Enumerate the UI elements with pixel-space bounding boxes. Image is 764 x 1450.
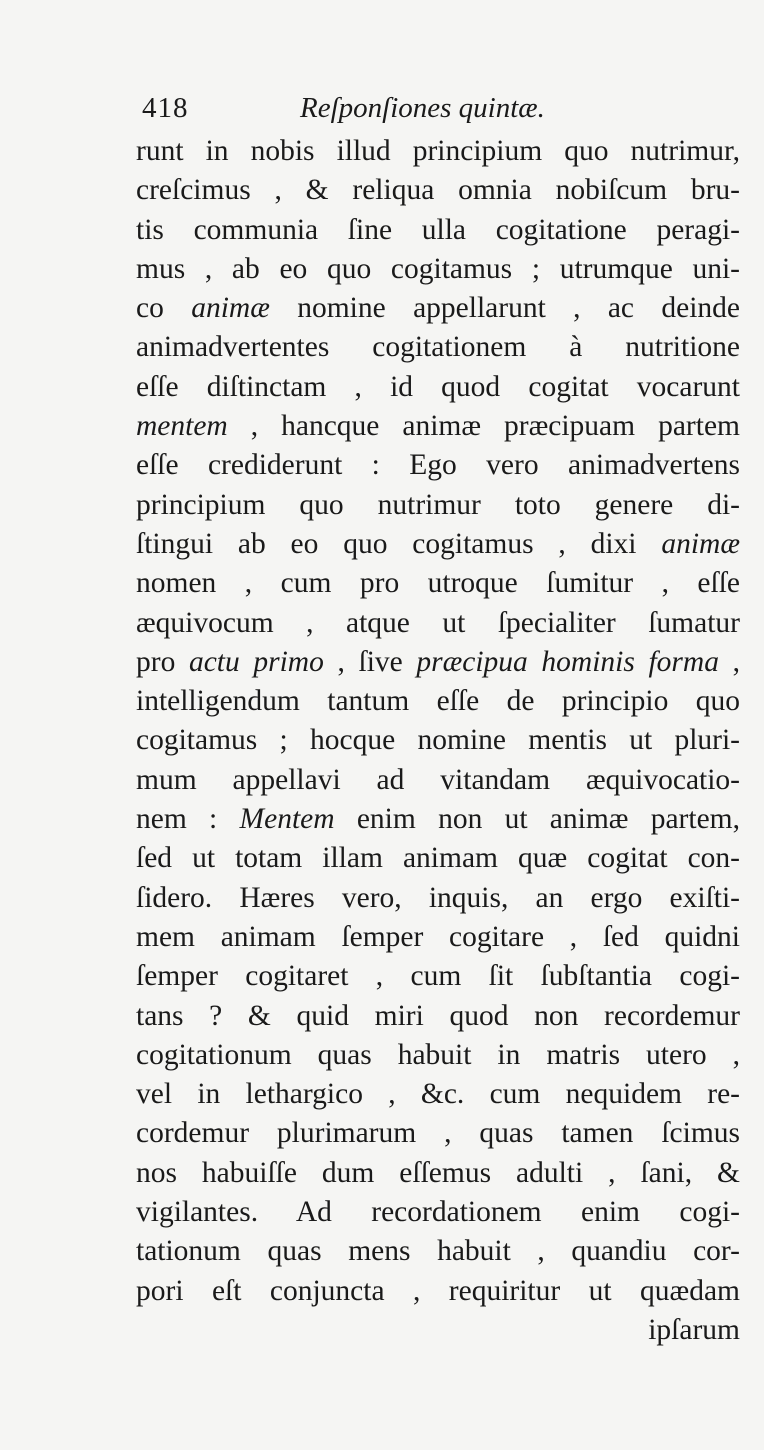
text-segment: nomen , cum pro utroque ſumitur , eſſe [136,567,740,600]
text-line [136,1272,740,1311]
text-segment: ſtingui ab eo quo cogitamus , dixi [136,527,662,560]
text-line [136,839,740,878]
text-segment: , [718,645,740,678]
text-line [136,800,740,839]
text-segment: cogitationum quas habuit in matris utero , [136,1038,740,1071]
text-line [136,1075,740,1114]
text-line [136,250,740,289]
text-line [136,368,740,407]
text-segment: eſſe crediderunt : Ego vero animadvertens [136,449,740,482]
text-segment: nos habuiſſe dum eſſemus adulti , ſani, & [136,1156,740,1189]
text-line [136,525,740,564]
text-segment: tationum quas mens habuit , quandiu cor- [136,1235,740,1268]
text-segment: mus , ab eo quo cogitamus ; utrumque uni- [136,252,740,285]
text-segment: pori eſt conjuncta , requiritur ut quædam [136,1274,740,1307]
text-segment: intelligendum tantum eſſe de principio quo [136,685,740,718]
text-segment: cordemur plurimarum , quas tamen ſcimus [136,1117,740,1150]
text-line [136,486,740,525]
text-line [136,604,740,643]
text-segment: , ſive [323,645,417,678]
italic-phrase: Mentem [239,803,335,836]
text-segment: tis communia ſine ulla cogitatione peragi- [136,213,740,246]
text-segment: nomine appellarunt , ac deinde [269,292,741,325]
text-line [136,446,740,485]
text-line [136,328,740,367]
text-segment: co [136,292,192,325]
text-segment: ſemper cogitaret , cum ſit ſubſtantia cogi- [136,960,740,993]
text-segment: vel in lethargico , &c. cum nequidem re- [136,1078,740,1111]
text-segment: , hancque animæ præcipuam partem [227,410,740,443]
page-number: 418 [142,92,189,124]
text-line [136,682,740,721]
text-segment: enim non ut animæ partem, [334,803,740,836]
text-line [136,643,740,682]
text-segment: runt in nobis illud principium quo nutrimur, [136,135,740,167]
text-line [136,721,740,760]
text-line [136,407,740,446]
text-segment: animadvertentes cogitationem à nutritione [136,331,740,364]
text-line [136,564,740,603]
italic-phrase: animæ [191,292,270,325]
text-segment: creſcimus , & reliqua omnia nobiſcum bru- [136,174,740,207]
text-line [136,918,740,957]
text-segment: mum appellavi ad vitandam æquivocatio- [136,763,740,796]
text-line [136,1114,740,1153]
text-segment: ſed ut totam illam animam quæ cogitat con- [136,842,740,875]
body-text [136,132,740,1350]
text-line [136,211,740,250]
text-segment: cogitamus ; hocque nomine mentis ut pluri- [136,724,740,757]
text-line [136,289,740,328]
text-line [136,1154,740,1193]
running-head [142,92,742,132]
text-segment: vigilantes. Ad recordationem enim cogi- [136,1196,740,1229]
text-line [136,997,740,1036]
italic-phrase: animæ [661,527,740,560]
text-line [136,1193,740,1232]
text-line [136,171,740,210]
text-segment: æquivocum , atque ut ſpecialiter ſumatur [136,606,740,639]
text-segment: tans ? & quid miri quod non recordemur [136,999,740,1032]
text-segment: pro [136,645,189,678]
italic-phrase: præcipua hominis forma [416,645,719,678]
text-line [136,132,740,171]
running-title: Reſponſiones quintæ. [300,92,545,124]
text-segment: eſſe diſtinctam , id quod cogitat vocarunt [136,370,740,403]
text-segment: mem animam ſemper cogitare , ſed quidni [136,920,740,953]
text-segment: principium quo nutrimur toto genere di- [136,488,740,521]
text-segment: ſidero. Hæres vero, inquis, an ergo exiſti- [136,881,740,914]
catchword: ipſarum [648,1313,740,1346]
italic-phrase: actu primo [188,645,324,678]
text-line [136,879,740,918]
text-segment: nem : [136,803,240,836]
text-line [136,957,740,996]
text-line [136,1232,740,1271]
italic-phrase: mentem [136,410,228,443]
text-line [136,1036,740,1075]
text-line [136,761,740,800]
